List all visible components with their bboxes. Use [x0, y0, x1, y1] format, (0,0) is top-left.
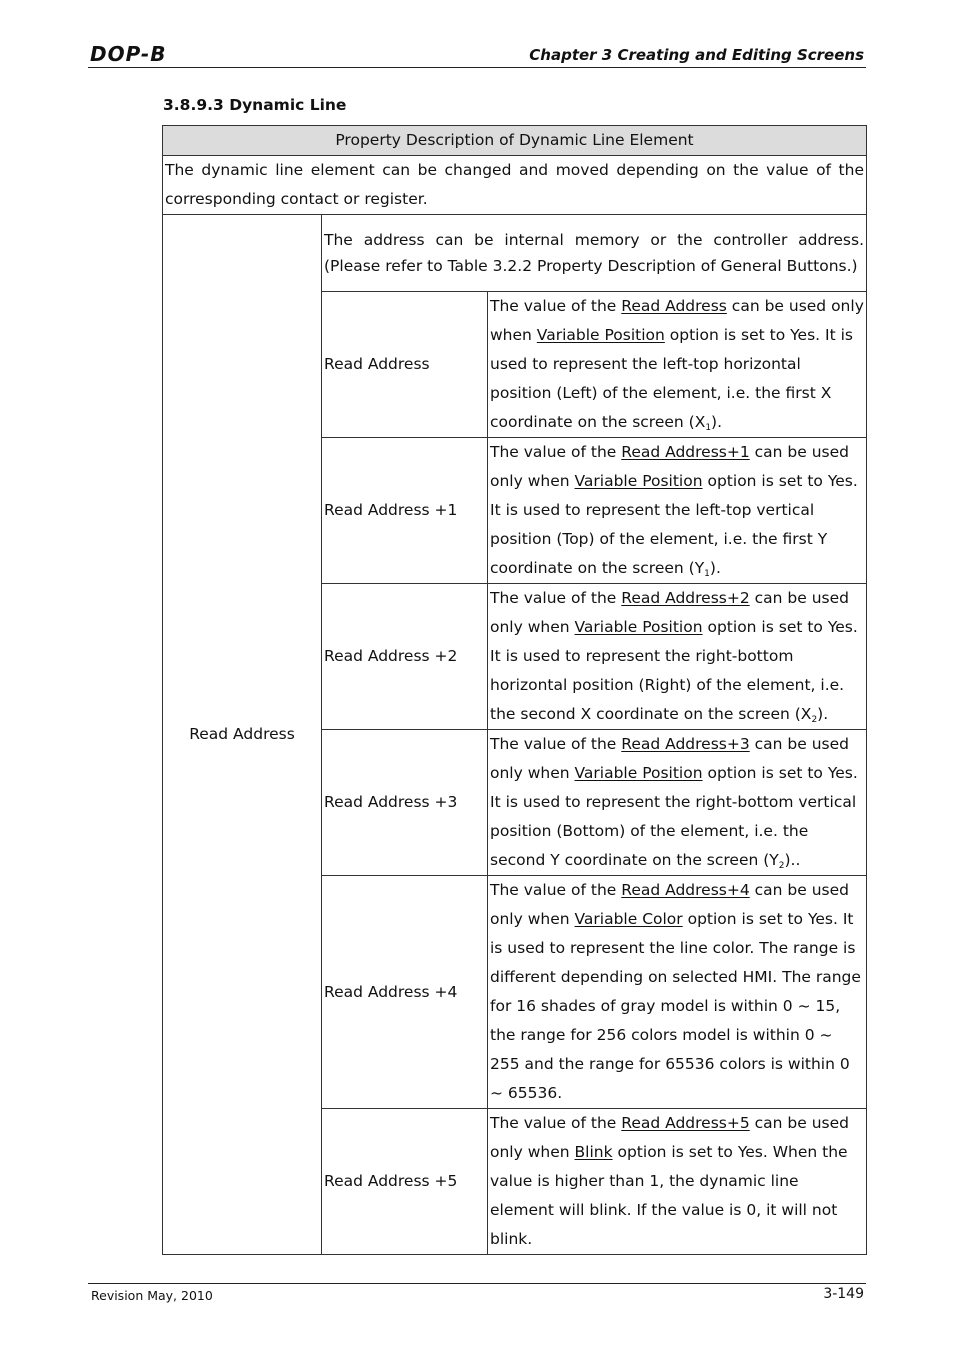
link-term: Read Address	[621, 297, 727, 315]
link-term: Variable Position	[574, 472, 703, 490]
row-description: The value of the Read Address+2 can be used only when Variable Position option is set to Yes. It is used to represent the right-bottom horizontal position (Right) of the element, i.e. the second X coordinate on the screen $(X_2)$.	[488, 584, 867, 730]
table-intro: The dynamic line element can be changed and moved depending on the value of the corresponding contact or register.	[163, 156, 867, 215]
link-term: Variable Position	[574, 618, 703, 636]
link-term: Read Address+2	[621, 589, 750, 607]
row-label: Read Address	[322, 292, 488, 438]
table-title: Property Description of Dynamic Line Element	[163, 126, 867, 156]
row-description: The value of the Read Address+1 can be used only when Variable Position option is set to Yes. It is used to represent the left-top vertical position (Top) of the element, i.e. the first Y coordinate on the screen $(Y_1)$.	[488, 438, 867, 584]
row-description: The value of the Read Address+4 can be used only when Variable Color option is set to Yes. It is used to represent the line color. The range is different depending on selected HMI. The range for 16 shades of gray model is within 0 ~ 15, the range for 256 colors model is within 0 ~ 255 and the range for 65536 colors is within 0 ~ 65536.	[488, 876, 867, 1109]
row-label: Read Address +2	[322, 584, 488, 730]
header-divider	[88, 67, 866, 68]
revision-date: Revision May, 2010	[91, 1288, 213, 1303]
row-label: Read Address +5	[322, 1109, 488, 1255]
row-label: Read Address +1	[322, 438, 488, 584]
row-description: The value of the Read Address+5 can be used only when Blink option is set to Yes. When the value is higher than 1, the dynamic line element will blink. If the value is 0, it will not blink.	[488, 1109, 867, 1255]
group-label: Read Address	[163, 215, 322, 1255]
row-description: The value of the Read Address can be used only when Variable Position option is set to Yes. It is used to represent the left-top horizontal position (Left) of the element, i.e. the first X coordinate on the screen $(X_1)$.	[488, 292, 867, 438]
link-term: Read Address+1	[621, 443, 750, 461]
property-table	[162, 125, 867, 1255]
link-term: Blink	[574, 1143, 613, 1161]
link-term: Read Address+3	[621, 735, 750, 753]
section-title: 3.8.9.3 Dynamic Line	[163, 96, 347, 114]
link-term: Read Address+4	[621, 881, 750, 899]
chapter-title: Chapter 3 Creating and Editing Screens	[529, 46, 864, 64]
footer-divider	[88, 1283, 866, 1284]
link-term: Read Address+5	[621, 1114, 750, 1132]
brand-logo: DOP-B	[90, 42, 167, 66]
address-description: The address can be internal memory or the controller address. (Please refer to Table 3.2.2 Property Description of General Buttons.)	[322, 215, 867, 292]
row-description: The value of the Read Address+3 can be used only when Variable Position option is set to Yes. It is used to represent the right-bottom vertical position (Bottom) of the element, i.e. the second Y coordinate on the screen $(Y_2)$..	[488, 730, 867, 876]
page-number: 3-149	[823, 1286, 864, 1302]
link-term: Variable Position	[536, 326, 665, 344]
link-term: Variable Color	[574, 910, 683, 928]
row-label: Read Address +3	[322, 730, 488, 876]
row-label: Read Address +4	[322, 876, 488, 1109]
link-term: Variable Position	[574, 764, 703, 782]
